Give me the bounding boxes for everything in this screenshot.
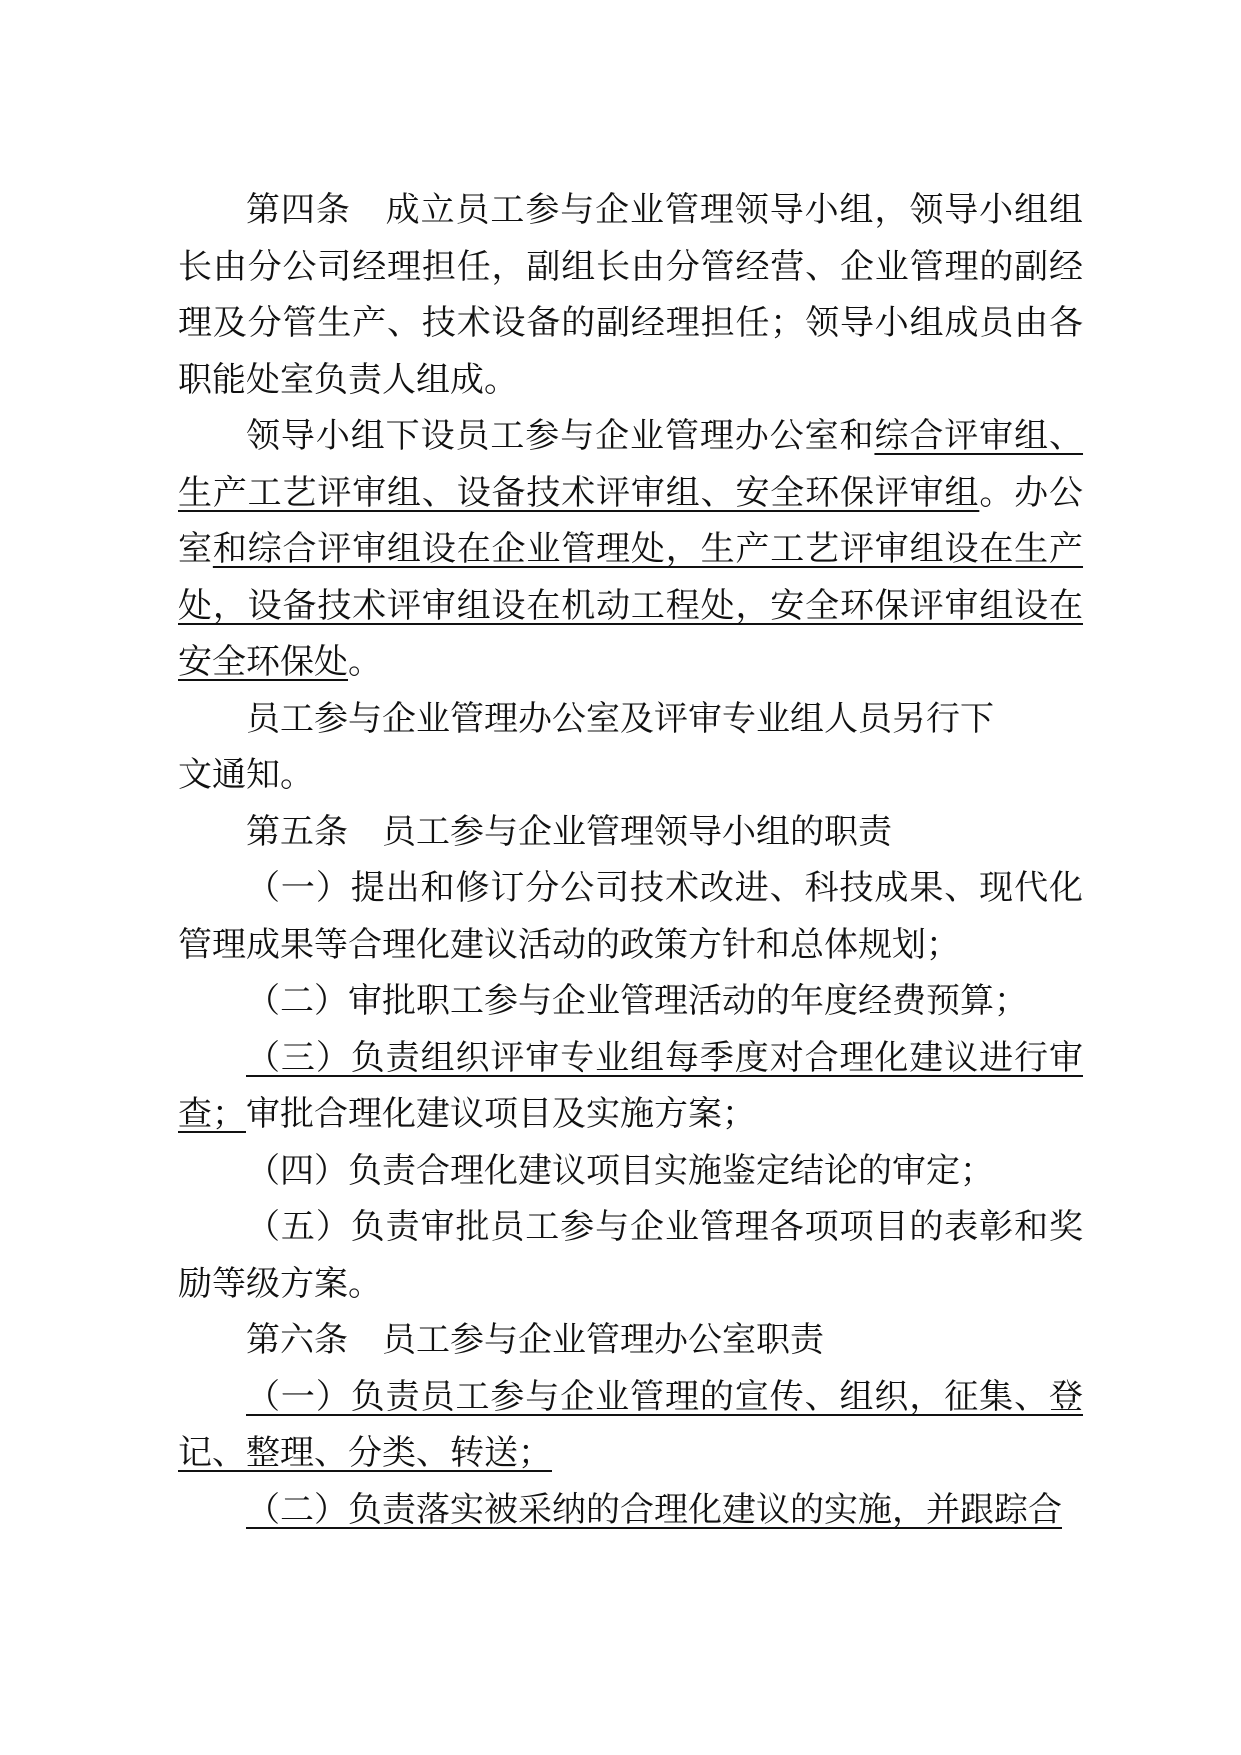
article-4-body: 成立员工参与企业管理领导小组，领导小组组长由分公司经理担任，副组长由分管经营、企业管理的副经理及分管生产、技术设备的副经理担任；领导小组成员由各职能处室负责人组成。 <box>178 190 1084 400</box>
notice-line-2: 文通知。 <box>178 755 314 795</box>
setup-underlined-locations: 和综合评审组设在企业管理处，生产工艺评审组设在生产处，设备技术评审组设在机动工程处，安全环保评审组设在安全环保处 <box>178 529 1084 682</box>
article-5-item-1 <box>178 860 1083 973</box>
article-6 <box>178 1312 1083 1369</box>
article-5-item-5 <box>178 1199 1083 1312</box>
article-5-item-1-text: （一）提出和修订分公司技术改进、科技成果、现代化管理成果等合理化建议活动的政策方针和总体规划； <box>178 868 1083 965</box>
article-5-item-4 <box>178 1143 1083 1200</box>
article-5-item-2-text: （二）审批职工参与企业管理活动的年度经费预算； <box>246 981 1028 1021</box>
article-5-item-4-text: （四）负责合理化建议项目实施鉴定结论的审定； <box>246 1150 994 1191</box>
article-4 <box>178 182 1083 408</box>
article-6-item-1 <box>178 1369 1083 1482</box>
setup-text-c: 。 <box>348 642 382 682</box>
article-4-title: 第四条 <box>246 190 351 230</box>
article-5-item-3-underlined: （三）负责组织评审专业组每季度对合理化建议进行审查； <box>178 1037 1083 1134</box>
article-5-item-3 <box>178 1030 1083 1143</box>
article-6-item-2-underlined: （二）负责落实被采纳的合理化建议的实施，并跟踪合 <box>246 1489 1062 1530</box>
article-5 <box>178 804 1083 861</box>
notice-line-1: 员工参与企业管理办公室及评审专业组人员另行下 <box>246 698 994 739</box>
article-6-title: 第六条 <box>246 1320 348 1360</box>
article-5-item-2 <box>178 973 1083 1030</box>
notice-paragraph <box>178 691 1083 748</box>
setup-text-b: 。办公室 <box>178 472 1084 569</box>
notice-line-2-paragraph <box>178 747 1083 804</box>
article-6-body: 员工参与企业管理办公室职责 <box>382 1320 824 1360</box>
article-5-body: 员工参与企业管理领导小组的职责 <box>382 811 892 852</box>
article-5-item-3-rest: 审批合理化建议项目及实施方案； <box>246 1094 756 1134</box>
office-setup-paragraph <box>178 408 1083 691</box>
article-6-item-2 <box>178 1482 1083 1539</box>
article-5-item-5-text: （五）负责审批员工参与企业管理各项项目的表彰和奖励等级方案。 <box>178 1207 1083 1304</box>
setup-underlined-groups: 综合评审组、生产工艺评审组、设备技术评审组、安全环保评审组 <box>178 416 1084 513</box>
setup-text-a: 领导小组下设员工参与企业管理办公室和 <box>246 416 875 456</box>
article-6-item-1-underlined: （一）负责员工参与企业管理的宣传、组织，征集、登记、整理、分类、转送； <box>178 1376 1083 1473</box>
article-5-title: 第五条 <box>246 811 348 852</box>
document-body <box>178 182 1083 1538</box>
